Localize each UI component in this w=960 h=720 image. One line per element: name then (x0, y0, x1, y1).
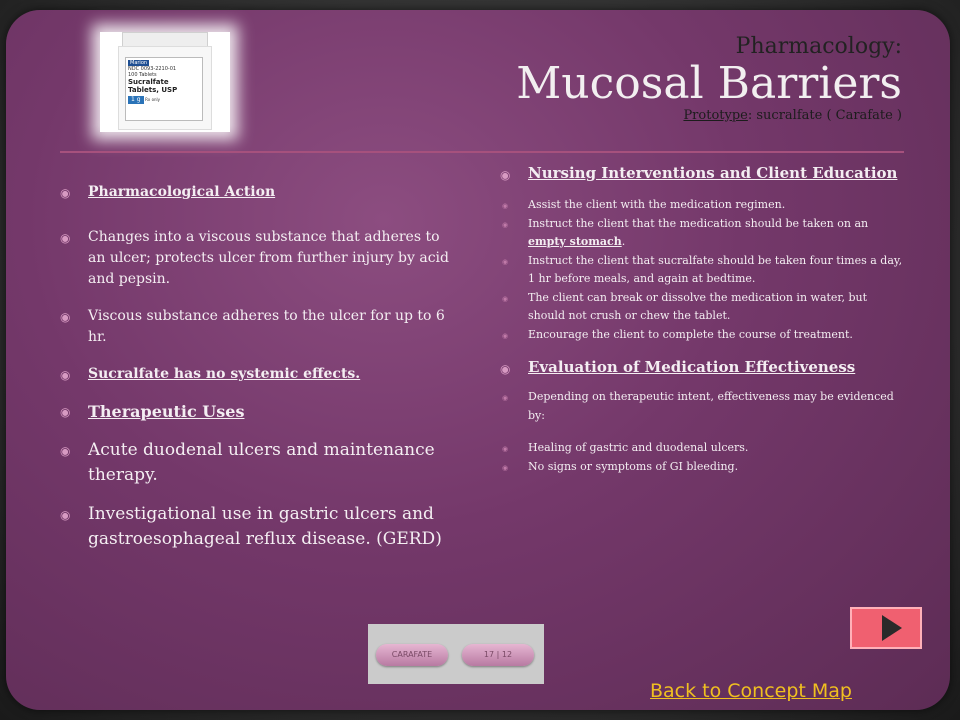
left-bullet-item: ◉ Investigational use in gastric ulcers and gastroesophageal reflux disease. (GERD) (60, 502, 460, 552)
sucralfate-bottle-image (100, 32, 230, 132)
tablet-right: 17 | 12 (462, 644, 534, 666)
bottle-ndc: NDC 0093-2210-01 (128, 66, 177, 72)
left-column (60, 182, 460, 552)
left-bullet-item: ◉ Viscous substance adheres to the ulcer for up to 6 hr. (60, 306, 460, 348)
bottle-label (125, 57, 203, 121)
bottle-drug-form: Tablets, USP (128, 86, 178, 94)
bottle-brand: Marion (130, 60, 148, 66)
nursing-intervention-item: ◉ Encourage the client to complete the course of treatment. (500, 326, 904, 345)
bottle-count: 100 Tablets (128, 72, 157, 78)
evaluation-heading: ◉ Evaluation of Medication Effectiveness (500, 354, 904, 380)
evaluation-item: ◉ No signs or symptoms of GI bleeding. (500, 458, 904, 477)
tablet-left: CARAFATE (376, 644, 448, 666)
carafate-tablets-image (368, 624, 544, 684)
evaluation-item: ◉ Depending on therapeutic intent, effectiveness may be evidenced by: (500, 388, 904, 425)
left-bullet-item: ◉ Therapeutic Uses (60, 401, 460, 422)
left-bullet-item: ◉ Acute duodenal ulcers and maintenance therapy. (60, 438, 460, 488)
left-bullet-item: ◉ Changes into a viscous substance that adheres to an ulcer; protects ulcer from further injury by acid and pepsin. (60, 227, 460, 290)
slide-title-block (516, 34, 902, 124)
nursing-intervention-item: ◉ Instruct the client that the medication should be taken on an empty stomach. (500, 215, 904, 252)
play-triangle-icon (882, 615, 902, 641)
page-title: Mucosal Barriers (516, 58, 902, 109)
next-slide-button[interactable] (850, 607, 922, 649)
left-bullet-item: ◉ Sucralfate has no systemic effects. (60, 364, 460, 385)
bottle-rx: Rx only (145, 97, 161, 102)
title-divider (60, 151, 904, 153)
bottle-strength: 1 g (128, 96, 144, 104)
nursing-intervention-item: ◉ Assist the client with the medication regimen. (500, 196, 904, 215)
back-to-concept-map-link[interactable]: Back to Concept Map (650, 680, 852, 702)
nursing-interventions-heading: ◉ Nursing Interventions and Client Education (500, 160, 904, 186)
bottle-body (118, 46, 212, 130)
title-prototype: Prototype: sucralfate ( Carafate ) (683, 108, 902, 123)
nursing-intervention-item: ◉ The client can break or dissolve the medication in water, but should not crush or chew the tablet. (500, 289, 904, 326)
nursing-intervention-item: ◉ Instruct the client that sucralfate should be taken four times a day, 1 hr before meals, and again at bedtime. (500, 252, 904, 289)
evaluation-item: ◉ Healing of gastric and duodenal ulcers. (500, 439, 904, 458)
bottle-drug-name: Sucralfate (128, 78, 169, 86)
right-column (500, 160, 904, 476)
title-topic: Pharmacology: (735, 34, 902, 59)
left-bullet-item: ◉ Pharmacological Action (60, 182, 460, 203)
